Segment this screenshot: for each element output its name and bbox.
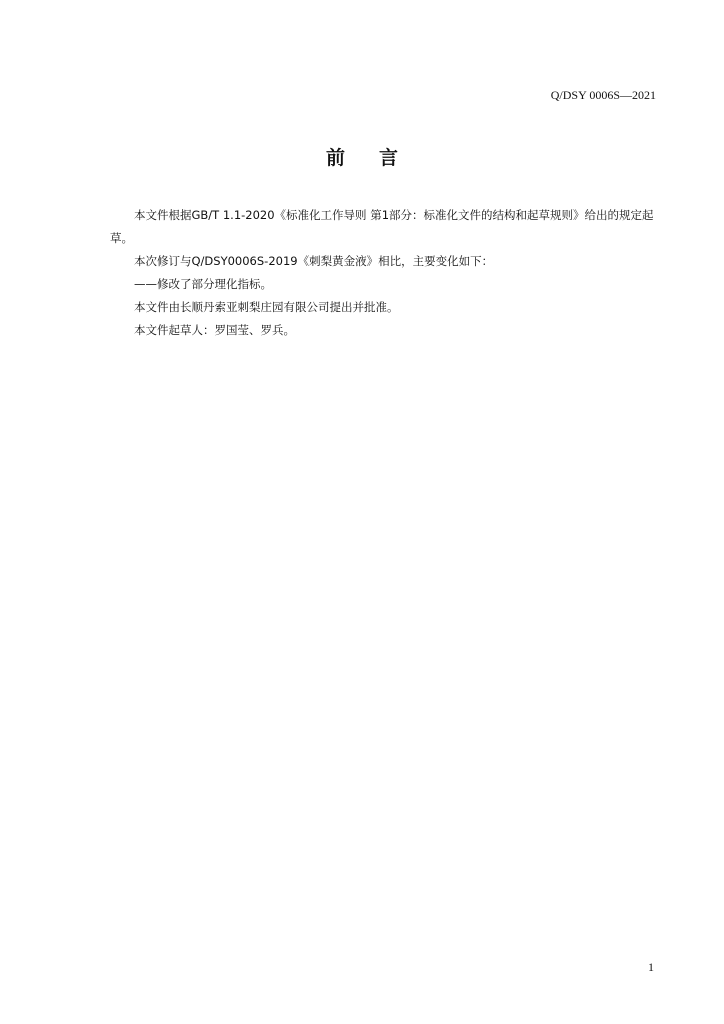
paragraph-change-item: ——修改了部分理化指标。 <box>134 277 272 291</box>
page-number: 1 <box>648 960 654 974</box>
foreword-body <box>110 204 656 342</box>
title-char-2: 言 <box>379 147 399 169</box>
page-title <box>0 143 724 170</box>
paragraph-proposer: 本文件由长顺丹索亚刺梨庄园有限公司提出并批准。 <box>134 300 399 314</box>
document-code: Q/DSY 0006S—2021 <box>550 88 656 102</box>
title-char-1: 前 <box>325 147 345 169</box>
paragraph-revision: 本次修订与Q/DSY0006S-2019《刺梨黄金液》相比，主要变化如下： <box>134 254 494 268</box>
paragraph-basis: 本文件根据GB/T 1.1-2020《标准化工作导则 第1部分：标准化文件的结构和起草规则》给出的规定起草。 <box>110 208 654 245</box>
paragraph-drafters: 本文件起草人：罗国莹、罗兵。 <box>134 323 295 337</box>
